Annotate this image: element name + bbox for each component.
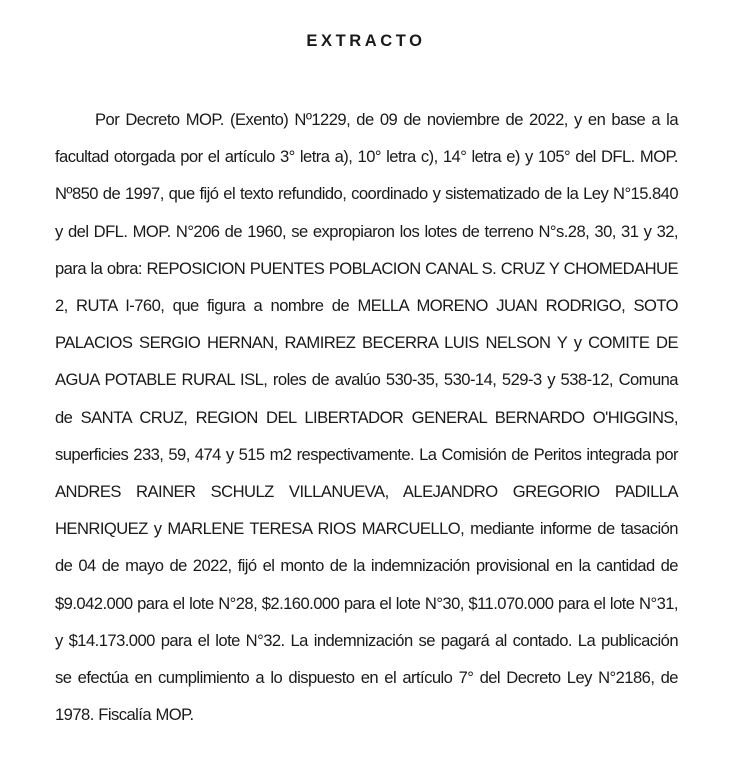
document-body-paragraph: Por Decreto MOP. (Exento) Nº1229, de 09 de noviembre de 2022, y en base a la facultad otorgada por el artículo 3° letra a), 10° letra c), 14° letra e) y 105° del DFL. MOP. Nº850 de 1997, que fijó el texto refundido, coordinado y sistematizado de la Ley N°15.840 y del DFL. MOP. N°206 de 1960, se expropiaron los lotes de terreno N°s.28, 30, 31 y 32, para la obra: REPOSICION PUENTES POBLACION CANAL S. CRUZ Y CHOMEDAHUE 2, RUTA I-760, que figura a nombre de MELLA MORENO JUAN RODRIGO, SOTO PALACIOS SERGIO HERNAN, RAMIREZ BECERRA LUIS NELSON Y y COMITE DE AGUA POTABLE RURAL ISL, roles de avalúo 530-35, 530-14, 529-3 y 538-12, Comuna de SANTA CRUZ, REGION DEL LIBERTADOR GENERAL BERNARDO O'HIGGINS, superficies 233, 59, 474 y 515 m2 respectivamente. La Comisión de Peritos integrada por ANDRES RAINER SCHULZ VILLANUEVA, ALEJANDRO GREGORIO PADILLA HENRIQUEZ y MARLENE TERESA RIOS MARCUELLO, mediante informe de tasación de 04 de mayo de 2022, fijó el monto de la indemnización provisional en la cantidad de $9.042.000 para el lote N°28, $2.160.000 para el lote N°30, $11.070.000 para el lote N°31, y $14.173.000 para el lote N°32. La indemnización se pagará al contado. La publicación se efectúa en cumplimiento a lo dispuesto en el artículo 7° del Decreto Ley N°2186, de 1978. Fiscalía MOP. [55, 110, 678, 725]
document-title: EXTRACTO [306, 32, 426, 50]
